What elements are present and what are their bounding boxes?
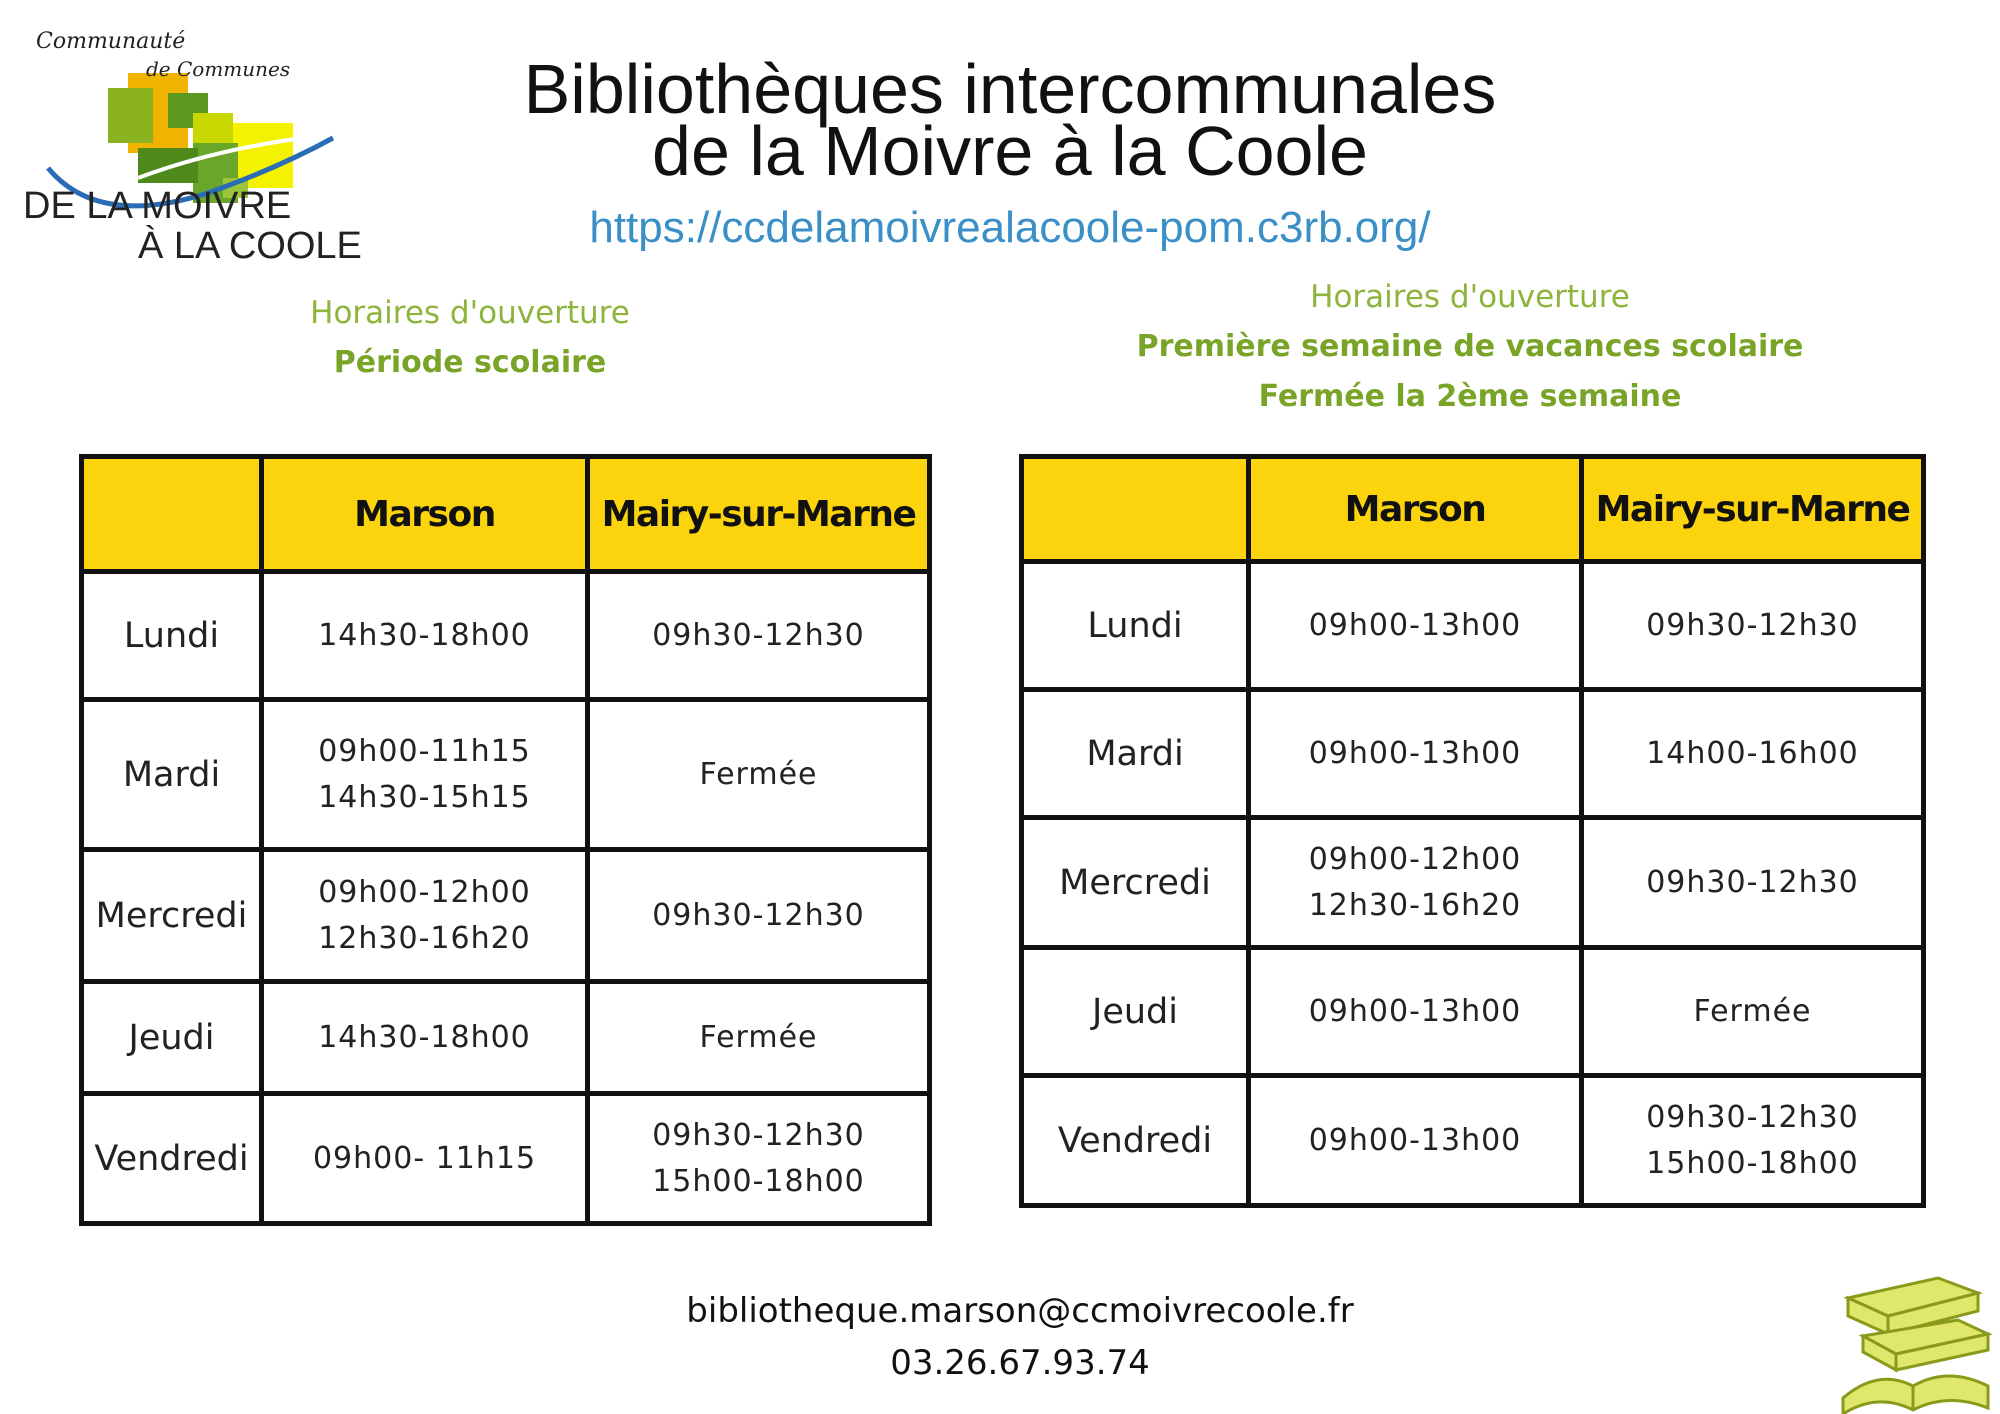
title-line-2: de la Moivre à la Coole: [652, 112, 1368, 190]
school-period-heading: [230, 288, 710, 388]
contact-email[interactable]: bibliotheque.marson@ccmoivrecoole.fr: [686, 1291, 1354, 1331]
school-period-table: [79, 454, 932, 1226]
marson-hours: [262, 982, 588, 1094]
time-slot: 09h00-11h15: [318, 733, 531, 769]
contact-phone: 03.26.67.93.74: [890, 1343, 1150, 1383]
mairy-hours: [588, 1094, 930, 1224]
mairy-hours: [588, 982, 930, 1094]
time-slot: 12h30-16h20: [318, 920, 531, 956]
marson-hours: [1249, 690, 1582, 818]
marson-hours: [262, 572, 588, 700]
table-row: [1022, 690, 1924, 818]
time-slot: 09h30-12h30: [652, 617, 865, 653]
table-row: [1022, 562, 1924, 690]
logo-name-line1: DE LA MOIVRE: [23, 185, 292, 227]
time-slot: 09h00-12h00: [1308, 841, 1522, 877]
day-cell: Vendredi: [1022, 1076, 1249, 1206]
time-slot: 09h30-12h30: [1646, 1099, 1859, 1135]
day-cell: Jeudi: [1022, 948, 1249, 1076]
period-label: Période scolaire: [333, 345, 607, 380]
marson-hours: [262, 700, 588, 850]
time-slot: 09h00-13h00: [1308, 607, 1522, 643]
mairy-hours: [588, 572, 930, 700]
table-row: [82, 700, 930, 850]
marson-hours: [1249, 948, 1582, 1076]
time-slot: Fermée: [699, 1019, 818, 1055]
closure-note: Fermée la 2ème semaine: [1258, 379, 1682, 414]
day-cell: Jeudi: [82, 982, 262, 1094]
table-row: [82, 850, 930, 982]
time-slot: 09h00- 11h15: [312, 1140, 537, 1176]
time-slot: 14h30-18h00: [318, 617, 531, 653]
holiday-period-heading: [1040, 272, 1900, 422]
books-icon: [1828, 1268, 1998, 1414]
time-slot: 14h30-15h15: [318, 779, 531, 815]
mairy-hours: [588, 850, 930, 982]
mairy-hours: [1582, 948, 1924, 1076]
time-slot: 09h30-12h30: [1646, 607, 1859, 643]
day-cell: Mercredi: [82, 850, 262, 982]
header-marson: Marson: [262, 457, 588, 572]
marson-hours: [1249, 562, 1582, 690]
header-mairy: Mairy-sur-Marne: [1582, 457, 1924, 562]
time-slot: 09h00-13h00: [1308, 993, 1522, 1029]
time-slot: Fermée: [699, 756, 818, 792]
table-row: [1022, 1076, 1924, 1206]
mairy-hours: [588, 700, 930, 850]
time-slot: 09h30-12h30: [1646, 864, 1859, 900]
marson-hours: [1249, 818, 1582, 948]
opening-hours-label: Horaires d'ouverture: [310, 295, 630, 331]
table-row: [1022, 948, 1924, 1076]
website-link[interactable]: https://ccdelamoivrealacoole-pom.c3rb.org/: [589, 203, 1431, 252]
header-marson: Marson: [1249, 457, 1582, 562]
opening-hours-label: Horaires d'ouverture: [1310, 279, 1630, 315]
header-empty: [82, 457, 262, 572]
time-slot: 14h00-16h00: [1646, 735, 1859, 771]
marson-hours: [262, 1094, 588, 1224]
community-logo: [18, 18, 363, 268]
table-row: [82, 572, 930, 700]
table-row: [1022, 818, 1924, 948]
contact-block: [600, 1285, 1440, 1389]
time-slot: 15h00-18h00: [1646, 1145, 1859, 1181]
time-slot: 09h00-12h00: [318, 874, 531, 910]
mairy-hours: [1582, 1076, 1924, 1206]
header-mairy: Mairy-sur-Marne: [588, 457, 930, 572]
day-cell: Mardi: [82, 700, 262, 850]
time-slot: 09h30-12h30: [652, 897, 865, 933]
time-slot: 09h30-12h30: [652, 1117, 865, 1153]
period-label: Première semaine de vacances scolaire: [1136, 329, 1804, 364]
table-row: [82, 1094, 930, 1224]
time-slot: Fermée: [1693, 993, 1812, 1029]
title-line-1: Bibliothèques intercommunales: [523, 50, 1497, 128]
header-empty: [1022, 457, 1249, 562]
logo-script-line2: de Communes: [146, 57, 291, 81]
time-slot: 09h00-13h00: [1308, 1122, 1522, 1158]
mairy-hours: [1582, 690, 1924, 818]
marson-hours: [1249, 1076, 1582, 1206]
table-header-row: [1022, 457, 1924, 562]
time-slot: 09h00-13h00: [1308, 735, 1522, 771]
mairy-hours: [1582, 562, 1924, 690]
day-cell: Vendredi: [82, 1094, 262, 1224]
holiday-period-table: [1019, 454, 1926, 1208]
mairy-hours: [1582, 818, 1924, 948]
day-cell: Mardi: [1022, 690, 1249, 818]
time-slot: 12h30-16h20: [1308, 887, 1522, 923]
table-row: [82, 982, 930, 1094]
table-header-row: [82, 457, 930, 572]
marson-hours: [262, 850, 588, 982]
day-cell: Lundi: [82, 572, 262, 700]
logo-script-line1: Communauté: [36, 29, 186, 54]
time-slot: 15h00-18h00: [652, 1163, 865, 1199]
logo-name-line2: À LA COOLE: [138, 225, 362, 267]
page-title: [400, 50, 1620, 190]
time-slot: 14h30-18h00: [318, 1019, 531, 1055]
day-cell: Mercredi: [1022, 818, 1249, 948]
day-cell: Lundi: [1022, 562, 1249, 690]
